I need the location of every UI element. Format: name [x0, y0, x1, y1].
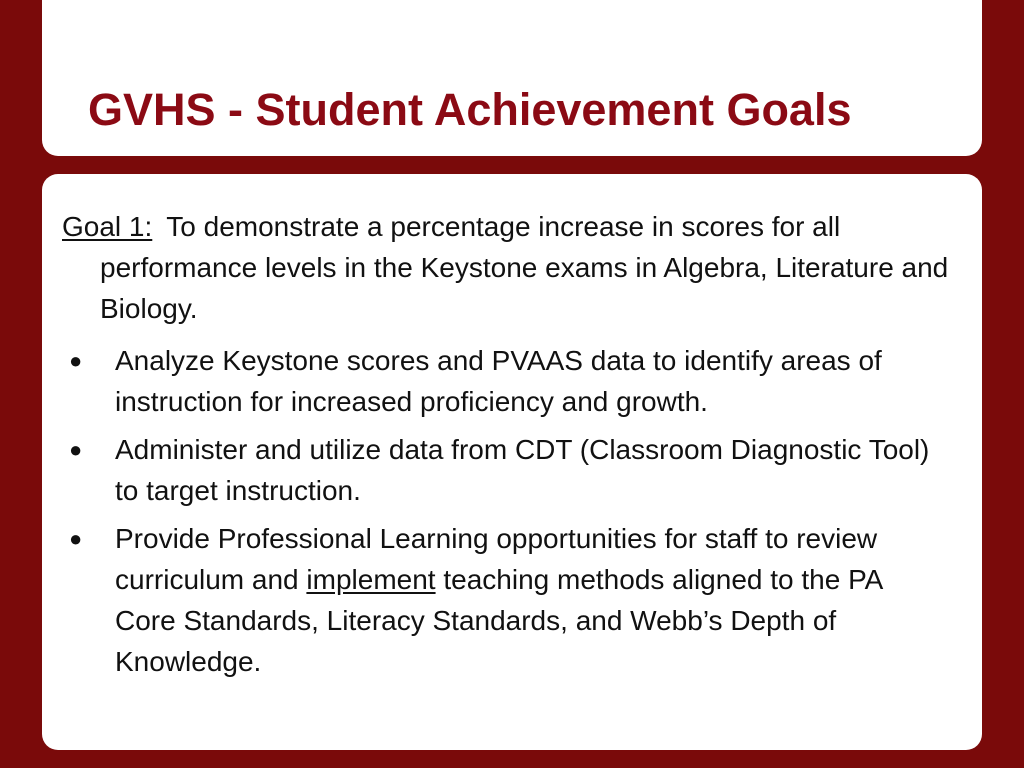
bullet-item: [62, 518, 942, 682]
title-panel: [42, 0, 982, 156]
bullet-text-after: teaching methods aligned to the PA Core Standards, Literacy Standards, and Webb’s Depth of Knowledge.: [115, 564, 882, 677]
goal-label: Goal 1:: [62, 211, 153, 242]
bullet-dot-icon: ●: [69, 526, 83, 551]
bullet-list: [62, 340, 942, 689]
bullet-dot-icon: ●: [69, 348, 83, 373]
bullet-text: Analyze Keystone scores and PVAAS data to identify areas of instruction for increased proficiency and growth.: [115, 345, 882, 417]
bullet-text: Administer and utilize data from CDT (Classroom Diagnostic Tool) to target instruction.: [115, 434, 930, 506]
bullet-text-before: Provide Professional Learning opportunities for staff to review curriculum and: [115, 523, 878, 595]
bullet-dot-icon: ●: [69, 437, 83, 462]
goal-paragraph: [62, 206, 980, 329]
bullet-item: [62, 340, 942, 422]
content-panel: [42, 174, 982, 750]
goal-text: To demonstrate a percentage increase in scores for all performance levels in the Keystone exams in Algebra, Literature and Biology.: [100, 211, 949, 324]
bullet-text-underlined: implement: [306, 564, 436, 595]
slide-title: GVHS - Student Achievement Goals: [88, 84, 852, 135]
bullet-item: [62, 429, 942, 511]
